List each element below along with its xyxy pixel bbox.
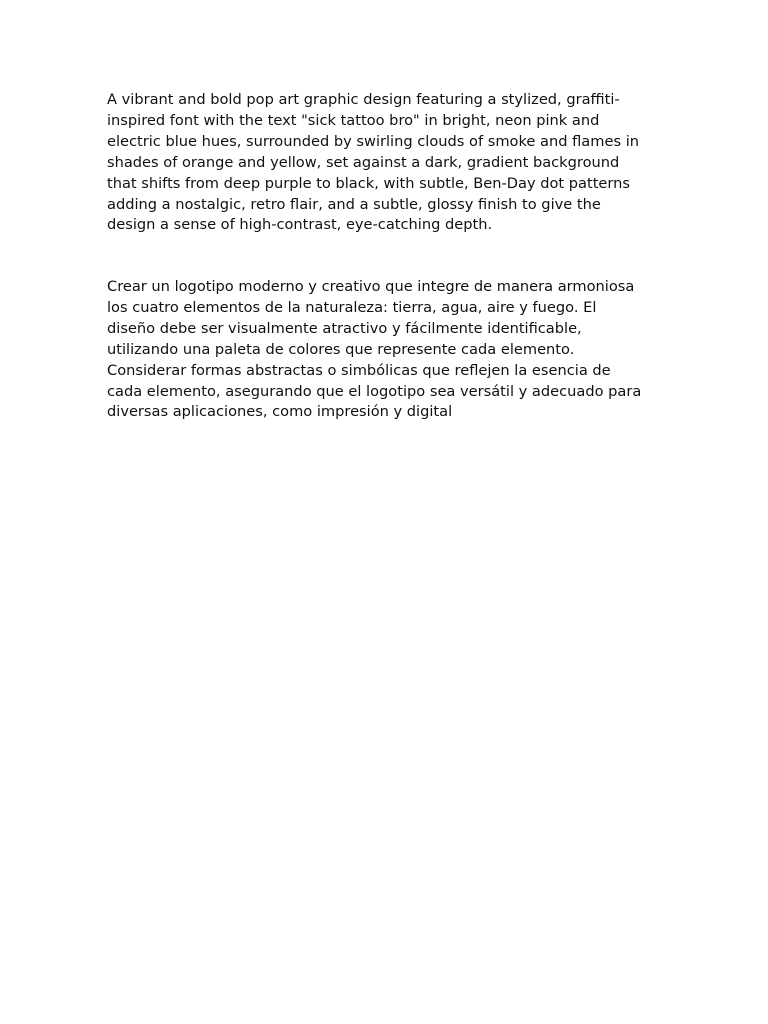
paragraph-line: shades of orange and yellow, set against a dark, gradient background xyxy=(107,153,620,171)
paragraph-line: utilizando una paleta de colores que represente cada elemento. xyxy=(107,340,575,358)
paragraph-spanish-prompt xyxy=(107,277,667,423)
paragraph-line: inspired font with the text "sick tattoo bro" in bright, neon pink and xyxy=(107,111,600,129)
paragraph-line: adding a nostalgic, retro flair, and a subtle, glossy finish to give the xyxy=(107,195,601,213)
paragraph-line: diversas aplicaciones, como impresión y digital xyxy=(107,403,453,421)
paragraph-line: Considerar formas abstractas o simbólicas que reflejen la esencia de xyxy=(107,361,611,379)
paragraph-line: A vibrant and bold pop art graphic design featuring a stylized, graffiti- xyxy=(107,91,620,108)
paragraph-line: cada elemento, asegurando que el logotipo sea versátil y adecuado para xyxy=(107,382,642,400)
paragraph-line: design a sense of high-contrast, eye-catching depth. xyxy=(107,216,493,234)
paragraph-line: electric blue hues, surrounded by swirling clouds of smoke and flames in xyxy=(107,132,639,150)
paragraph-english-prompt xyxy=(107,90,667,236)
paragraph-line: that shifts from deep purple to black, with subtle, Ben-Day dot patterns xyxy=(107,174,630,192)
paragraph-line: diseño debe ser visualmente atractivo y fácilmente identificable, xyxy=(107,319,582,337)
paragraph-line: Crear un logotipo moderno y creativo que integre de manera armoniosa xyxy=(107,278,635,295)
paragraph-line: los cuatro elementos de la naturaleza: tierra, agua, aire y fuego. El xyxy=(107,298,597,316)
